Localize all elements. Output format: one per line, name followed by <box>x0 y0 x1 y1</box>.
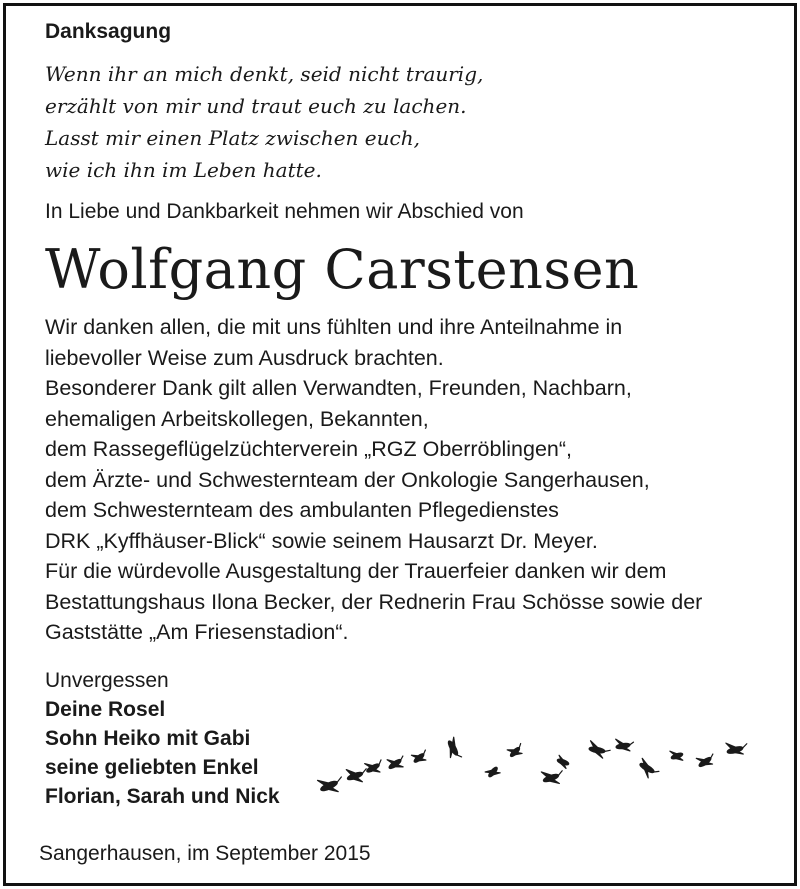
signer: Florian, Sarah und Nick <box>45 784 280 808</box>
heading: Danksagung <box>45 20 172 43</box>
body-line: Für die würdevolle Ausgestaltung der Trauerfeier danken wir dem <box>45 559 667 583</box>
body-line: liebevoller Weise zum Ausdruck brachten. <box>45 345 444 370</box>
body-line: Wir danken allen, die mit uns fühlten und ihre Anteilnahme in <box>45 315 623 339</box>
body-line: dem Rassegeflügelzüchterverein „RGZ Oberröblingen“, <box>45 437 572 461</box>
body-line: dem Schwesternteam des ambulanten Pflegedienstes <box>45 498 559 522</box>
poem <box>45 58 785 186</box>
body-line: DRK „Kyffhäuser-Blick“ sowie seinem Hausarzt Dr. Meyer. <box>45 528 598 553</box>
place-date: Sangerhausen, im September 2015 <box>39 842 371 865</box>
closing-label: Unvergessen <box>45 668 169 692</box>
body-line: Gaststätte „Am Friesenstadion“. <box>45 620 349 644</box>
signer: seine geliebten Enkel <box>45 755 259 779</box>
obituary-content <box>45 18 785 811</box>
poem-line: erzählt von mir und traut euch zu lachen. <box>45 94 467 118</box>
deceased-name: Wolfgang Carstensen <box>45 238 640 301</box>
flying-birds-icon <box>311 728 751 808</box>
thanks-text <box>45 312 785 648</box>
body-line: Bestattungshaus Ilona Becker, der Rednerin Frau Schösse sowie der <box>45 589 703 614</box>
poem-line: Wenn ihr an mich denkt, seid nicht traurig, <box>45 62 484 86</box>
intro-text: In Liebe und Dankbarkeit nehmen wir Abschied von <box>45 200 524 223</box>
poem-line: Lasst mir einen Platz zwischen euch, <box>45 126 420 150</box>
body-line: ehemaligen Arbeitskollegen, Bekannten, <box>45 406 429 431</box>
obituary-frame <box>3 3 797 886</box>
body-line: Besonderer Dank gilt allen Verwandten, Freunden, Nachbarn, <box>45 376 632 400</box>
poem-line: wie ich ihn im Leben hatte. <box>45 158 322 182</box>
body-line: dem Ärzte- und Schwesternteam der Onkologie Sangerhausen, <box>45 467 650 492</box>
signer: Deine Rosel <box>45 697 166 721</box>
signer: Sohn Heiko mit Gabi <box>45 726 251 750</box>
